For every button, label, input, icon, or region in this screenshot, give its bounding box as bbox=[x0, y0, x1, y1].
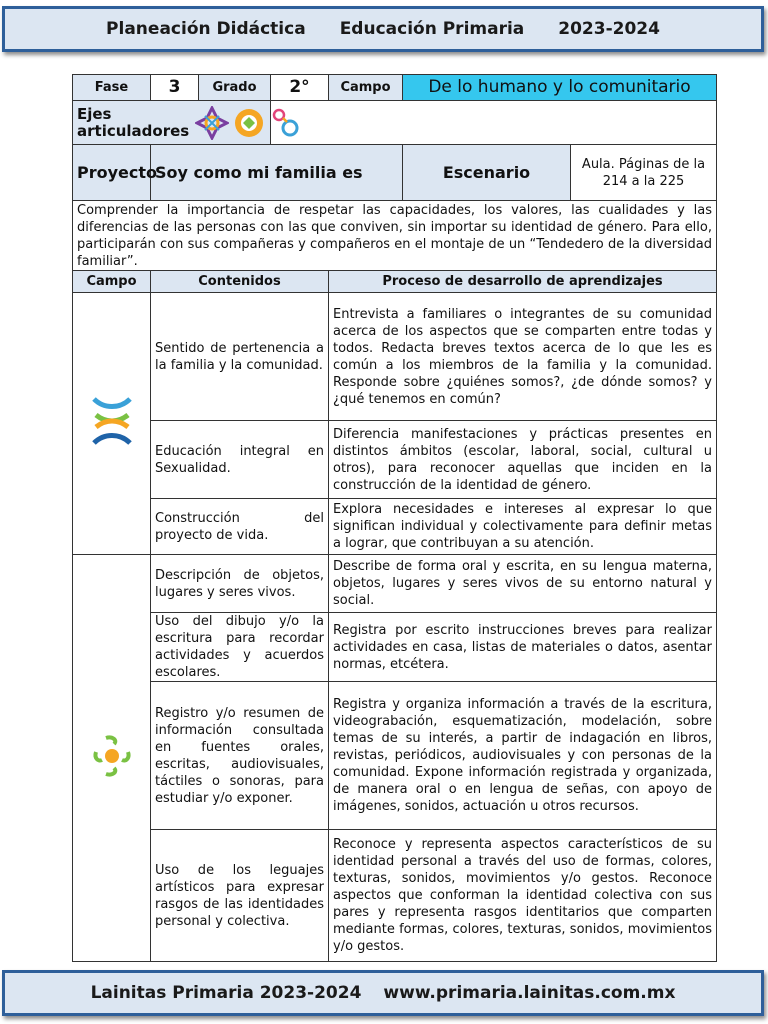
table-row bbox=[73, 830, 717, 962]
col-proceso: Proceso de desarrollo de aprendizajes bbox=[329, 271, 717, 293]
ejes-icons bbox=[195, 106, 303, 140]
footer-site-name: Lainitas Primaria 2023-2024 bbox=[90, 983, 362, 1003]
igualdad-genero-icon bbox=[269, 106, 303, 140]
header-year: 2023-2024 bbox=[558, 19, 660, 39]
contenido-cell: Sentido de pertenencia a la familia y la comunidad. bbox=[151, 293, 329, 421]
inclusion-icon bbox=[232, 106, 266, 140]
table-row bbox=[73, 613, 717, 682]
campo-icon-cell-2 bbox=[73, 555, 151, 962]
table-row bbox=[73, 499, 717, 555]
proceso-cell: Reconoce y representa aspectos característicos de su identidad personal a través del uso de formas, colores, texturas, sonidos, movimientos y/o gestos. Reconoce aspectos que conforman la identidad colectiva con sus pares y representa rasgos identitarios que comparten mediante formas, colores, texturas, sonidos, movimientos y/o gestos. bbox=[329, 830, 717, 962]
proyecto-value: Soy como mi familia es bbox=[151, 145, 403, 201]
escenario-value: Aula. Páginas de la 214 a la 225 bbox=[571, 145, 717, 201]
footer-banner bbox=[2, 970, 764, 1016]
fase-value: 3 bbox=[151, 75, 199, 101]
humano-comunitario-icon bbox=[90, 395, 134, 447]
grado-value: 2° bbox=[271, 75, 329, 101]
contenido-cell: Educación integral en Sexualidad. bbox=[151, 421, 329, 499]
interculturalidad-icon bbox=[195, 106, 229, 140]
table-row bbox=[73, 682, 717, 830]
info-row-1 bbox=[73, 75, 717, 101]
col-campo: Campo bbox=[73, 271, 151, 293]
footer-url[interactable]: www.primaria.lainitas.com.mx bbox=[383, 983, 676, 1003]
proceso-cell: Entrevista a familiares o integrantes de su comunidad acerca de los aspectos que se comparten entre todas y todos. Redacta breves textos acerca de lo que les es común a los miembros de la familia y la comunidad. Responde sobre ¿quiénes somos?, ¿de dónde somos? y ¿qué tenemos en común? bbox=[329, 293, 717, 421]
lenguajes-icon bbox=[92, 734, 132, 778]
campo-value: De lo humano y lo comunitario bbox=[403, 75, 717, 101]
ejes-row bbox=[73, 101, 717, 145]
table-row bbox=[73, 555, 717, 613]
campo-label: Campo bbox=[329, 75, 403, 101]
description-row bbox=[73, 201, 717, 271]
header-banner bbox=[2, 6, 764, 52]
project-description: Comprender la importancia de respetar las capacidades, los valores, las cualidades y las diferencias de las personas con las que conviven, sin importar su identidad de género. Para ello, participarán con sus compañeras y compañeros en el montaje de un “Tendedero de la diversidad familiar”. bbox=[73, 201, 717, 271]
grado-label: Grado bbox=[199, 75, 271, 101]
proceso-cell: Explora necesidades e intereses al expresar lo que significan individual y colectivamente para definir metas a lograr, que contribuyan a su atención. bbox=[329, 499, 717, 555]
column-headers bbox=[73, 271, 717, 293]
col-contenidos: Contenidos bbox=[151, 271, 329, 293]
proceso-cell: Registra y organiza información a través de la escritura, videograbación, esquematización, modelación, sobre temas de su interés, a partir de indagación en libros, revistas, periódicos, audiovisuales y con personas de la comunidad. Expone información registrada y organizada, de manera oral o en lengua de señas, con apoyo de imágenes, sonidos, actuación u otros recursos. bbox=[329, 682, 717, 830]
contenido-cell: Uso del dibujo y/o la escritura para recordar actividades y acuerdos escolares. bbox=[151, 613, 329, 682]
proyecto-label: Proyecto bbox=[73, 145, 151, 201]
contenido-cell: Descripción de objetos, lugares y seres vivos. bbox=[151, 555, 329, 613]
planning-table bbox=[72, 74, 717, 962]
fase-label: Fase bbox=[73, 75, 151, 101]
proceso-cell: Describe de forma oral y escrita, en su lengua materna, objetos, lugares y seres vivos de su entorno natural y social. bbox=[329, 555, 717, 613]
proyecto-row bbox=[73, 145, 717, 201]
proceso-cell: Registra por escrito instrucciones breves para realizar actividades en casa, listas de materiales o datos, asentar normas, etcétera. bbox=[329, 613, 717, 682]
header-title: Planeación Didáctica bbox=[106, 19, 306, 39]
table-row bbox=[73, 293, 717, 421]
proceso-cell: Diferencia manifestaciones y prácticas presentes en distintos ámbitos (escolar, laboral, social, cultural u otros), para reconocer aquellas que inciden en la construcción de la identidad de género. bbox=[329, 421, 717, 499]
escenario-label: Escenario bbox=[403, 145, 571, 201]
contenido-cell: Registro y/o resumen de información consultada en fuentes orales, escritas, audiovisuales, táctiles o sonoras, para estudiar y/o exponer. bbox=[151, 682, 329, 830]
header-level: Educación Primaria bbox=[339, 19, 525, 39]
table-row bbox=[73, 421, 717, 499]
contenido-cell: Uso de los leguajes artísticos para expresar rasgos de las identidades personal y colectiva. bbox=[151, 830, 329, 962]
ejes-label: Ejes articuladores bbox=[77, 104, 190, 140]
contenido-cell: Construcción del proyecto de vida. bbox=[151, 499, 329, 555]
campo-icon-cell-1 bbox=[73, 293, 151, 555]
